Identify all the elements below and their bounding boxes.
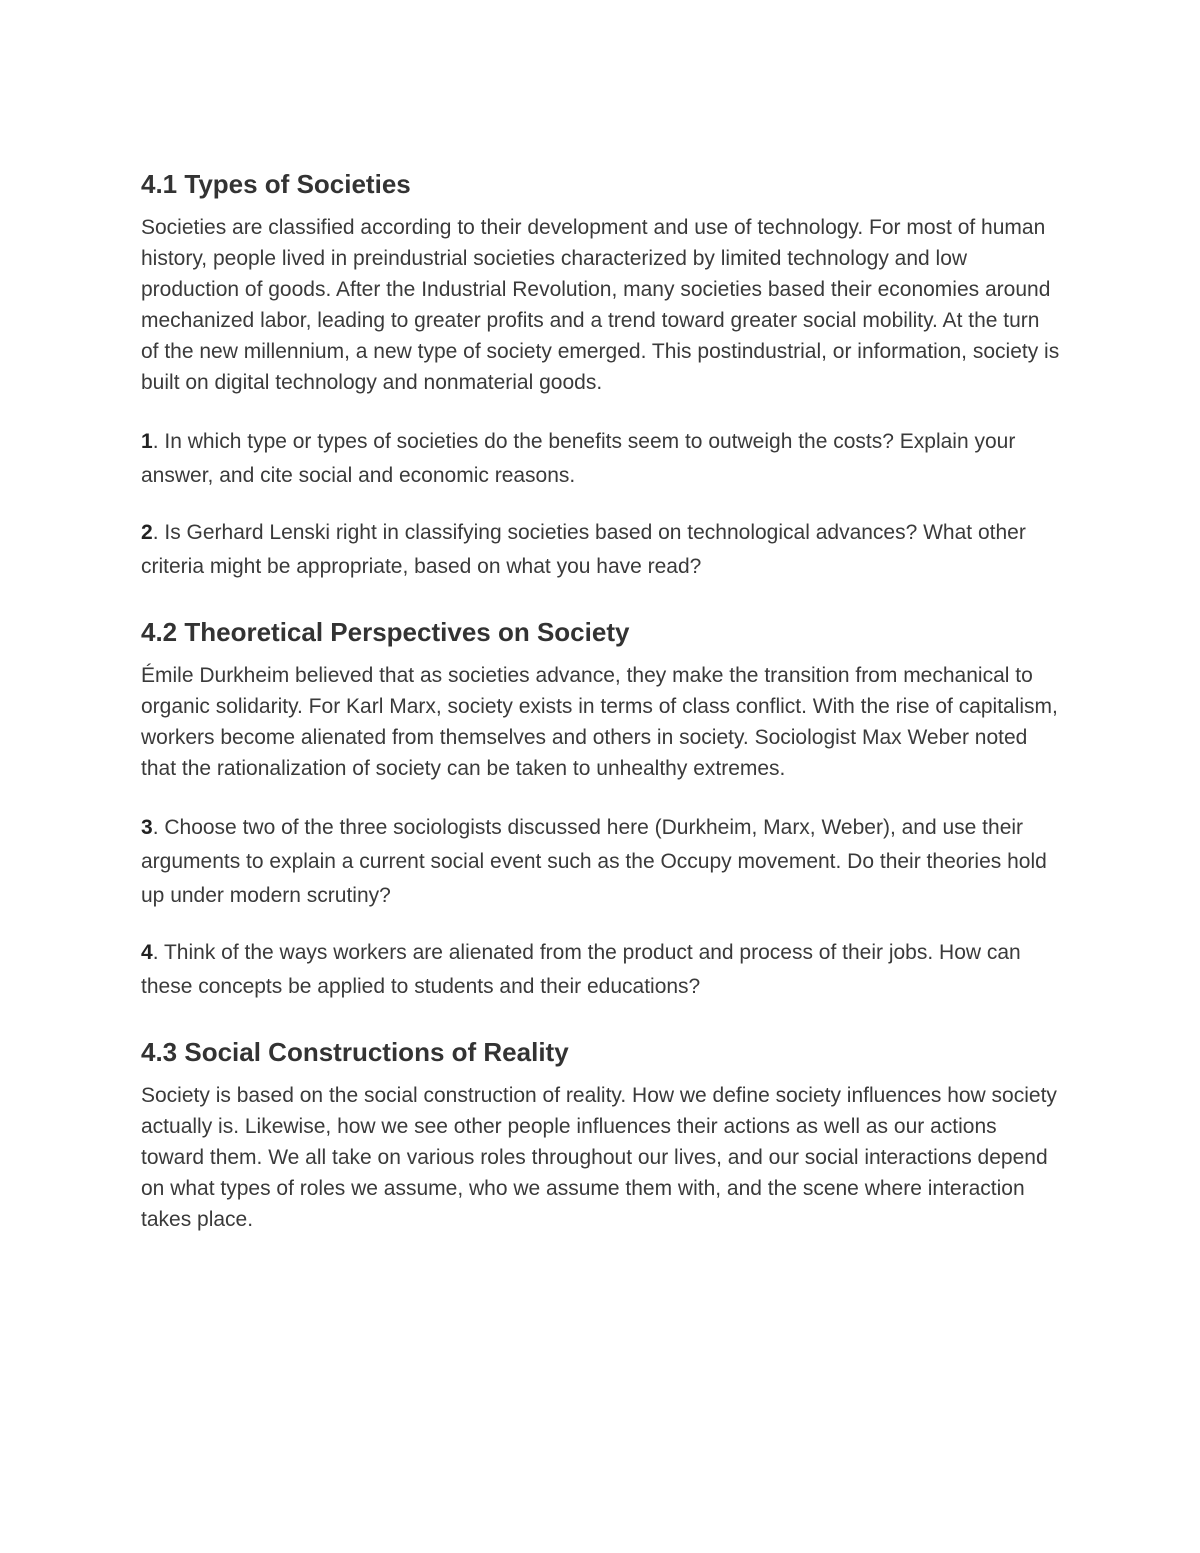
question-number: 2 bbox=[141, 521, 153, 544]
question-number: 4 bbox=[141, 941, 153, 964]
section-social-constructions bbox=[141, 1034, 1061, 1235]
section-heading: 4.2 Theoretical Perspectives on Society bbox=[141, 617, 630, 647]
section-summary: Society is based on the social construction of reality. How we define society influences how society actually is. Likewise, how we see other people influences their actions as well as our actions toward them. We all take on various roles throughout our lives, and our social interactions depend on what types of roles we assume, who we assume them with, and the scene where interaction takes place. bbox=[141, 1084, 1057, 1231]
question-text: . Think of the ways workers are alienated from the product and process of their jobs. How can these concepts be applied to students and their educations? bbox=[141, 941, 1021, 998]
section-heading: 4.1 Types of Societies bbox=[141, 169, 411, 199]
question-1 bbox=[141, 425, 1061, 493]
question-3 bbox=[141, 811, 1061, 913]
section-summary: Émile Durkheim believed that as societies advance, they make the transition from mechanical to organic solidarity. For Karl Marx, society exists in terms of class conflict. With the rise of capitalism, workers become alienated from themselves and others in society. Sociologist Max Weber noted that the rationalization of society can be taken to unhealthy extremes. bbox=[141, 664, 1058, 780]
question-2 bbox=[141, 516, 1061, 584]
question-text: . In which type or types of societies do the benefits seem to outweigh the costs? Explain your answer, and cite social and economic reasons. bbox=[141, 430, 1016, 487]
document-page bbox=[141, 166, 1061, 1235]
section-types-of-societies bbox=[141, 166, 1061, 584]
question-text: . Is Gerhard Lenski right in classifying societies based on technological advances? What other criteria might be appropriate, based on what you have read? bbox=[141, 521, 1026, 578]
question-text: . Choose two of the three sociologists discussed here (Durkheim, Marx, Weber), and use their arguments to explain a current social event such as the Occupy movement. Do their theories hold up under modern scrutiny? bbox=[141, 816, 1047, 907]
section-summary: Societies are classified according to their development and use of technology. For most of human history, people lived in preindustrial societies characterized by limited technology and low production of goods. After the Industrial Revolution, many societies based their economies around mechanized labor, leading to greater profits and a trend toward greater social mobility. At the turn of the new millennium, a new type of society emerged. This postindustrial, or information, society is built on digital technology and nonmaterial goods. bbox=[141, 216, 1060, 394]
section-heading: 4.3 Social Constructions of Reality bbox=[141, 1037, 569, 1067]
question-number: 1 bbox=[141, 430, 153, 453]
section-theoretical-perspectives bbox=[141, 614, 1061, 1004]
question-4 bbox=[141, 936, 1061, 1004]
question-number: 3 bbox=[141, 816, 153, 839]
